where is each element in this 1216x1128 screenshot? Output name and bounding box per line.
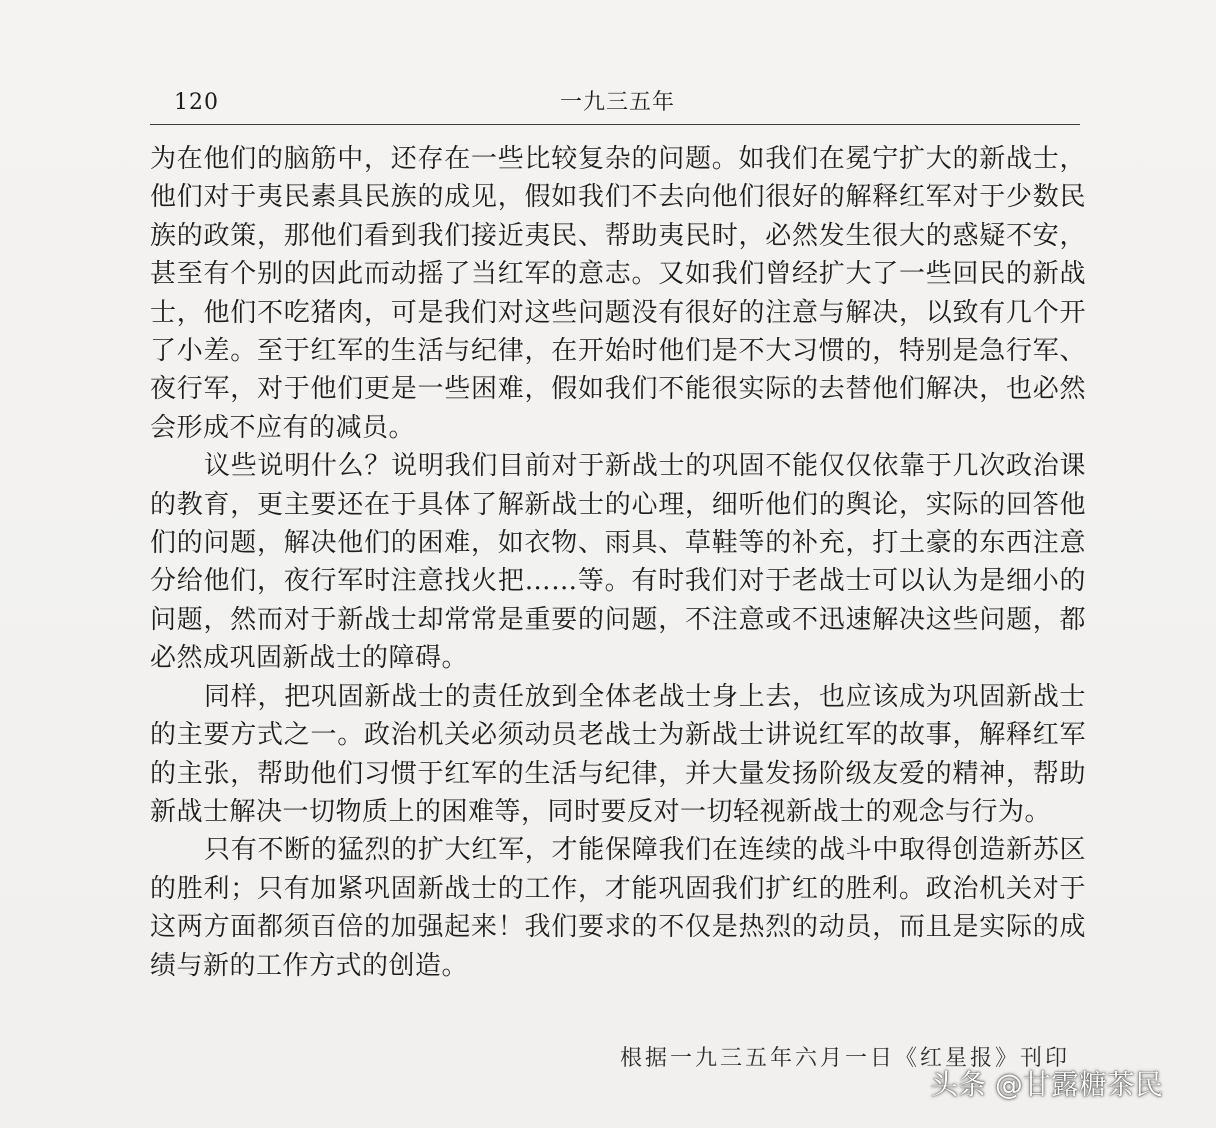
source-note: 根据一九三五年六月一日《红星报》刊印	[620, 1046, 1071, 1071]
paragraph: 只有不断的猛烈的扩大红军，才能保障我们在连续的战斗中取得创造新苏区的胜利；只有加紧巩固新战士的工作，才能巩固我们扩红的胜利。政治机关对于这两方面都须百倍的加强起来！我们要求的不仅是热烈的动员，而且是实际的成绩与新的工作方式的创造。	[150, 835, 1086, 981]
paragraph-continued: 为在他们的脑筋中，还存在一些比较复杂的问题。如我们在冕宁扩大的新战士，他们对于夷民素具民族的成见，假如我们不去向他们很好的解释红军对于少数民族的政策，那他们看到我们接近夷民、帮助夷民时，必然发生很大的惑疑不安，甚至有个别的因此而动摇了当红军的意志。又如我们曾经扩大了一些回民的新战士，他们不吃猪肉，可是我们对这些问题没有很好的注意与解决，以致有几个开了小差。至于红军的生活与纪律，在开始时他们是不大习惯的，特别是急行军、夜行军，对于他们更是一些困难，假如我们不能很实际的去替他们解决，也必然会形成不应有的减员。	[150, 144, 1086, 443]
body-text	[150, 140, 1086, 985]
running-title: 一九三五年	[560, 90, 676, 115]
paragraph: 议些说明什么？说明我们目前对于新战士的巩固不能仅仅依靠于几次政治课的教育，更主要还在于具体了解新战士的心理，细听他们的舆论，实际的回答他们的问题，解决他们的困难，如衣物、雨具、草鞋等的补充，打土豪的东西注意分给他们，夜行军时注意找火把……等。有时我们对于老战士可以认为是细小的问题，然而对于新战士却常常是重要的问题，不注意或不迅速解决这些问题，都必然成巩固新战士的障碍。	[150, 451, 1086, 674]
page-header	[150, 88, 1080, 125]
watermark: 头条 @甘露糖茶民	[930, 1068, 1163, 1101]
paragraph: 同样，把巩固新战士的责任放到全体老战士身上去，也应该成为巩固新战士的主要方式之一。政治机关必须动员老战士为新战士讲说红军的故事，解释红军的主张，帮助他们习惯于红军的生活与纪律，并大量发扬阶级友爱的精神，帮助新战士解决一切物质上的困难等，同时要反对一切轻视新战士的观念与行为。	[150, 681, 1086, 827]
page-number: 120	[174, 90, 219, 115]
